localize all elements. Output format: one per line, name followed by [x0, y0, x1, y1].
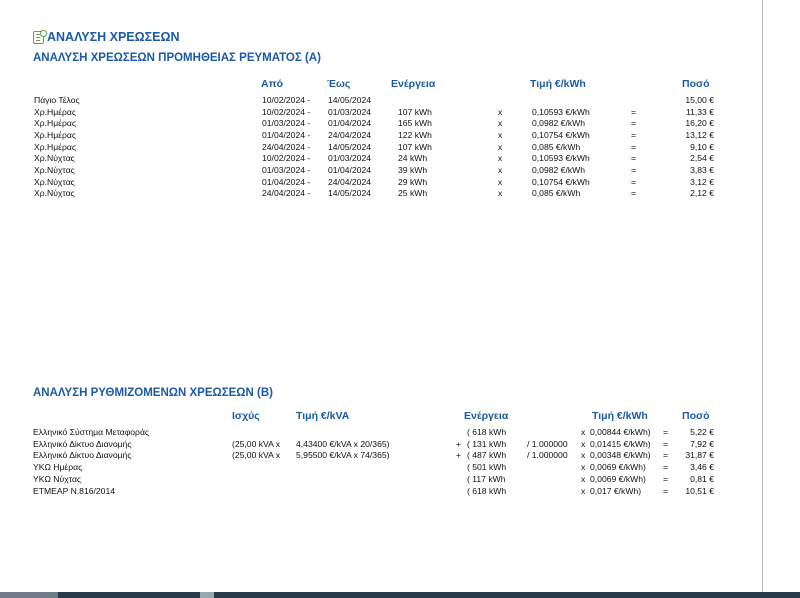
cell-label: Πάγιο Τέλος: [34, 95, 80, 105]
cell-from: 24/04/2024 -: [262, 188, 311, 199]
cell-eq: =: [663, 473, 669, 484]
cell-price: 0,10593 €/kWh: [532, 106, 590, 117]
cell-eq: =: [631, 153, 637, 164]
cell-amount: 13,12 €: [685, 129, 714, 140]
document-title: ΑΝΑΛΥΣΗ ΧΡΕΩΣΕΩΝ: [47, 30, 180, 44]
header-price-kwh: Τιμή €/kWh: [592, 410, 648, 422]
cell-label: Χρ.Ημέρας: [34, 129, 76, 140]
cell-eq: =: [663, 485, 669, 496]
cell-to: 01/04/2024: [328, 118, 372, 129]
cell-amount: 2,12 €: [690, 188, 714, 199]
cell-label: Χρ.Νύχτας: [34, 176, 75, 187]
cell-price-kwh: 0,00844 €/kWh): [590, 427, 651, 437]
cell-x: x: [581, 462, 586, 473]
cell-price: 0,085 €/kWh: [532, 141, 581, 152]
cell-price-kva: 5,95500 €/kVA x 74/365): [296, 450, 390, 461]
header-to: Έως: [327, 78, 351, 90]
cell-from: 24/04/2024 -: [262, 141, 311, 152]
cell-x: x: [581, 485, 586, 496]
cell-amount: 3,83 €: [690, 164, 714, 175]
cell-energy: 107 kWh: [398, 106, 432, 117]
cell-price: 0,10754 €/kWh: [532, 129, 590, 140]
cell-amount: 5,22 €: [690, 427, 714, 437]
cell-amount: 7,92 €: [690, 438, 714, 449]
cell-price: 0,0982 €/kWh: [532, 164, 586, 175]
cell-power: (25,00 kVA x: [232, 438, 281, 449]
cell-x: x: [498, 164, 503, 175]
header-from: Από: [261, 78, 284, 90]
cell-energy: ( 501 kWh: [467, 462, 507, 473]
cell-label: Ελληνικό Σύστημα Μεταφοράς: [33, 427, 150, 437]
cell-eq: =: [663, 450, 669, 461]
cell-x: x: [581, 450, 586, 461]
cell-energy: 107 kWh: [398, 141, 432, 152]
cell-eq: =: [631, 176, 637, 187]
cell-x: x: [581, 438, 586, 449]
cell-from: 01/03/2024 -: [262, 164, 311, 175]
cell-label: Ελληνικό Δίκτυο Διανομής: [33, 438, 132, 449]
cell-label: Χρ.Νύχτας: [34, 153, 75, 164]
document-header: [33, 29, 180, 45]
cell-x: x: [498, 188, 503, 199]
cell-energy: ( 117 kWh: [467, 473, 506, 484]
cell-from: 10/02/2024 -: [262, 95, 311, 105]
cell-eq: =: [631, 129, 637, 140]
cell-to: 01/03/2024: [328, 153, 372, 164]
cell-from: 10/02/2024 -: [262, 106, 311, 117]
cell-eq: =: [631, 106, 637, 117]
cell-amount: 0,81 €: [690, 473, 714, 484]
cell-x: x: [498, 106, 503, 117]
cell-x: x: [498, 129, 503, 140]
cell-eq: =: [663, 427, 669, 437]
cell-label: Χρ.Ημέρας: [34, 118, 76, 129]
cell-energy: 165 kWh: [398, 118, 432, 129]
cell-from: 10/02/2024 -: [262, 153, 311, 164]
taskbar: [0, 592, 800, 598]
cell-label: ΥΚΩ Ημέρας: [33, 462, 83, 473]
taskbar-segment: [200, 592, 214, 598]
cell-x: x: [498, 176, 503, 187]
cell-amount: 15,00 €: [685, 95, 714, 105]
section-a-title: ΑΝΑΛΥΣΗ ΧΡΕΩΣΕΩΝ ΠΡΟΜΗΘΕΙΑΣ ΡΕΥΜΑΤΟΣ (Α): [33, 52, 321, 64]
cell-amount: 3,12 €: [690, 176, 714, 187]
cell-to: 14/05/2024: [328, 188, 372, 199]
cell-energy: ( 618 kWh: [467, 485, 507, 496]
cell-from: 01/03/2024 -: [262, 118, 311, 129]
cell-price-kwh: 0,0069 €/kWh): [590, 473, 646, 484]
cell-from: 01/04/2024 -: [262, 176, 311, 187]
cell-price: 0,10593 €/kWh: [532, 153, 590, 164]
cell-energy: ( 131 kWh: [467, 438, 507, 449]
header-energy-b: Ενέργεια: [464, 410, 509, 422]
cell-amount: 16,20 €: [685, 118, 714, 129]
cell-amount: 9,10 €: [690, 141, 714, 152]
cell-to: 24/04/2024: [328, 176, 372, 187]
header-price-kva: Τιμή €/kVA: [296, 410, 350, 422]
cell-price: 0,0982 €/kWh: [532, 118, 586, 129]
cell-label: Χρ.Νύχτας: [34, 188, 75, 199]
cell-energy: 25 kWh: [398, 188, 428, 199]
cell-to: 14/05/2024: [328, 141, 372, 152]
cell-amount: 11,33 €: [685, 106, 714, 117]
cell-power: (25,00 kVA x: [232, 450, 281, 461]
cell-x: x: [498, 141, 503, 152]
cell-label: ΥΚΩ Νύχτας: [33, 473, 82, 484]
cell-label: Ελληνικό Δίκτυο Διανομής: [33, 450, 132, 461]
bill-logo-icon: [33, 31, 44, 44]
cell-label: Χρ.Ημέρας: [34, 106, 76, 117]
cell-amount: 2,54 €: [690, 153, 714, 164]
cell-energy: 29 kWh: [398, 176, 428, 187]
header-price: Τιμή €/kWh: [530, 78, 586, 90]
cell-eq: =: [631, 164, 637, 175]
cell-x: x: [581, 473, 586, 484]
cell-factor: / 1.000000: [527, 438, 568, 449]
cell-x: x: [498, 153, 503, 164]
cell-to: 01/03/2024: [328, 106, 372, 117]
cell-energy: 122 kWh: [398, 129, 432, 140]
cell-label: Χρ.Νύχτας: [34, 164, 75, 175]
cell-eq: =: [631, 118, 637, 129]
cell-x: x: [498, 118, 503, 129]
cell-eq: =: [663, 462, 669, 473]
cell-price-kva: 4,43400 €/kVA x 20/365): [296, 438, 390, 449]
header-energy: Ενέργεια: [391, 78, 436, 90]
cell-energy: ( 618 kWh: [467, 427, 507, 437]
cell-price-kwh: 0,00348 €/kWh): [590, 450, 651, 461]
cell-energy: 39 kWh: [398, 164, 428, 175]
cell-to: 14/05/2024: [328, 95, 372, 105]
cell-price-kwh: 0,017 €/kWh): [590, 485, 642, 496]
taskbar-segment: [0, 592, 58, 598]
header-power: Ισχύς: [232, 410, 260, 422]
cell-plus: +: [456, 450, 462, 461]
cell-amount: 3,46 €: [690, 462, 714, 473]
cell-amount: 10,51 €: [685, 485, 714, 496]
cell-price-kwh: 0,0069 €/kWh): [590, 462, 646, 473]
cell-to: 24/04/2024: [328, 129, 372, 140]
page-edge: [762, 0, 763, 592]
cell-price: 0,085 €/kWh: [532, 188, 581, 199]
cell-plus: +: [456, 438, 462, 449]
cell-price-kwh: 0,01415 €/kWh): [590, 438, 651, 449]
cell-from: 01/04/2024 -: [262, 129, 311, 140]
section-b-title: ΑΝΑΛΥΣΗ ΡΥΘΜΙΖΟΜΕΝΩΝ ΧΡΕΩΣΕΩΝ (Β): [33, 387, 273, 399]
cell-energy: 24 kWh: [398, 153, 428, 164]
cell-to: 01/04/2024: [328, 164, 372, 175]
cell-energy: ( 487 kWh: [467, 450, 507, 461]
cell-price: 0,10754 €/kWh: [532, 176, 590, 187]
cell-label: Χρ.Ημέρας: [34, 141, 76, 152]
header-amount-b: Ποσό: [682, 410, 710, 422]
cell-x: x: [581, 427, 586, 437]
cell-eq: =: [663, 438, 669, 449]
header-amount: Ποσό: [682, 78, 710, 90]
cell-factor: / 1.000000: [527, 450, 568, 461]
cell-eq: =: [631, 141, 637, 152]
cell-amount: 31,87 €: [685, 450, 714, 461]
cell-eq: =: [631, 188, 637, 199]
cell-label: ΕΤΜΕΑΡ Ν.816/2014: [33, 485, 116, 496]
